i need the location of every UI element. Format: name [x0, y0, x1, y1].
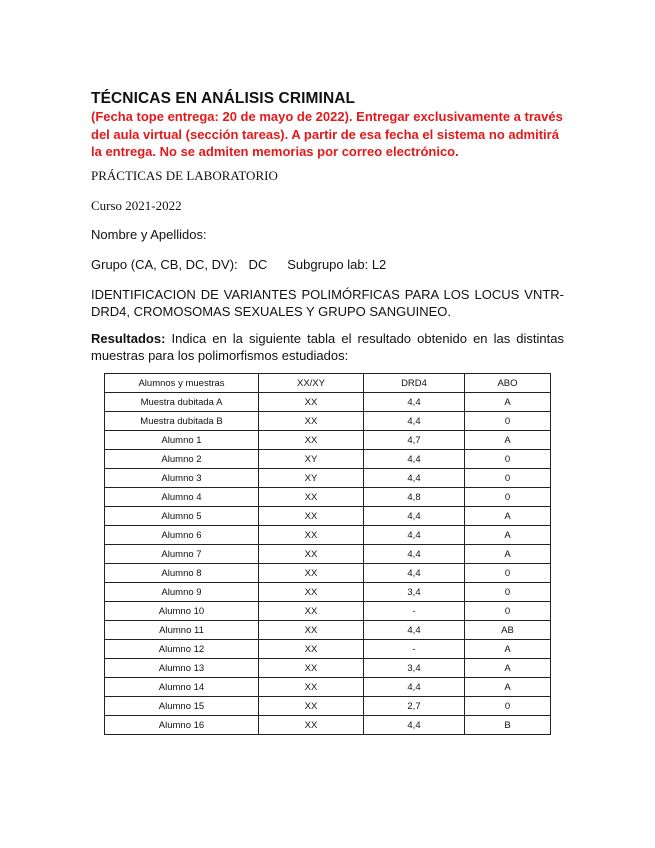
table-cell: Alumno 14 — [105, 678, 259, 697]
table-cell: 4,4 — [364, 678, 465, 697]
table-cell: - — [364, 602, 465, 621]
table-cell: 4,4 — [364, 450, 465, 469]
table-cell: 0 — [465, 469, 551, 488]
table-row — [105, 469, 551, 488]
table-cell: A — [465, 431, 551, 450]
table-cell: 4,4 — [364, 564, 465, 583]
table-row — [105, 678, 551, 697]
table-row — [105, 412, 551, 431]
table-cell: XX — [259, 412, 364, 431]
table-cell: XX — [259, 678, 364, 697]
table-cell: Alumno 4 — [105, 488, 259, 507]
table-cell: A — [465, 545, 551, 564]
table-cell: Muestra dubitada A — [105, 393, 259, 412]
table-cell: 2,7 — [364, 697, 465, 716]
table-cell: 4,4 — [364, 545, 465, 564]
table-cell: Alumno 6 — [105, 526, 259, 545]
practice-heading: IDENTIFICACION DE VARIANTES POLIMÓRFICAS PARA LOS LOCUS VNTR-DRD4, CROMOSOMAS SEXUALES Y GRUPO SANGUINEO. — [91, 287, 564, 319]
table-cell: A — [465, 678, 551, 697]
table-cell: 3,4 — [364, 583, 465, 602]
table-row — [105, 488, 551, 507]
results-paragraph — [91, 330, 564, 364]
table-cell: 4,7 — [364, 431, 465, 450]
table-cell: Alumno 10 — [105, 602, 259, 621]
table-cell: 0 — [465, 412, 551, 431]
table-cell: XX — [259, 507, 364, 526]
table-cell: Alumno 8 — [105, 564, 259, 583]
table-row — [105, 697, 551, 716]
table-row — [105, 450, 551, 469]
table-cell: XX — [259, 583, 364, 602]
table-cell: 0 — [465, 583, 551, 602]
header-cell: DRD4 — [364, 374, 465, 393]
table-row — [105, 659, 551, 678]
table-cell: AB — [465, 621, 551, 640]
table-cell: Alumno 16 — [105, 716, 259, 735]
results-text: Indica en la siguiente tabla el resultado obtenido en las distintas muestras para los polimorfismos estudiados: — [91, 331, 564, 363]
table-cell: XX — [259, 697, 364, 716]
table-cell: 4,4 — [364, 393, 465, 412]
table-cell: XX — [259, 716, 364, 735]
table-cell: Alumno 13 — [105, 659, 259, 678]
header-cell: XX/XY — [259, 374, 364, 393]
table-cell: 4,8 — [364, 488, 465, 507]
table-cell: Alumno 15 — [105, 697, 259, 716]
table-cell: - — [364, 640, 465, 659]
table-cell: 0 — [465, 564, 551, 583]
table-cell: 0 — [465, 488, 551, 507]
results-table — [104, 373, 551, 735]
table-cell: 4,4 — [364, 526, 465, 545]
table-header-row — [105, 374, 551, 393]
table-cell: XX — [259, 526, 364, 545]
table-cell: A — [465, 526, 551, 545]
table-row — [105, 602, 551, 621]
section-label: PRÁCTICAS DE LABORATORIO — [91, 168, 278, 183]
table-cell: XY — [259, 450, 364, 469]
table-cell: 0 — [465, 450, 551, 469]
table-cell: XX — [259, 640, 364, 659]
table-cell: Alumno 9 — [105, 583, 259, 602]
table-row — [105, 393, 551, 412]
table-cell: Alumno 7 — [105, 545, 259, 564]
table-cell: XX — [259, 431, 364, 450]
table-cell: 3,4 — [364, 659, 465, 678]
name-label: Nombre y Apellidos: — [91, 227, 207, 242]
table-row — [105, 507, 551, 526]
table-cell: Alumno 2 — [105, 450, 259, 469]
table-row — [105, 431, 551, 450]
table-cell: 0 — [465, 602, 551, 621]
table-cell: 4,4 — [364, 621, 465, 640]
table-cell: 0 — [465, 697, 551, 716]
results-label: Resultados: — [91, 331, 166, 346]
table-cell: 4,4 — [364, 412, 465, 431]
group-line — [91, 257, 386, 272]
deadline-note: (Fecha tope entrega: 20 de mayo de 2022). Entregar exclusivamente a través del aula virtual (sección tareas). A partir de esa fecha el sistema no admitirá la entrega. No se admiten memorias por correo electrónico. — [91, 109, 563, 159]
header-cell: Alumnos y muestras — [105, 374, 259, 393]
table-cell: A — [465, 640, 551, 659]
table-cell: 4,4 — [364, 507, 465, 526]
table-row — [105, 564, 551, 583]
table-cell: B — [465, 716, 551, 735]
group-text: Grupo (CA, CB, DC, DV): DC — [91, 257, 268, 272]
table-cell: Alumno 11 — [105, 621, 259, 640]
header-cell: ABO — [465, 374, 551, 393]
table-cell: Muestra dubitada B — [105, 412, 259, 431]
table-row — [105, 640, 551, 659]
table-cell: 4,4 — [364, 716, 465, 735]
table-cell: Alumno 12 — [105, 640, 259, 659]
table-cell: XX — [259, 602, 364, 621]
table-row — [105, 621, 551, 640]
table-cell: XX — [259, 393, 364, 412]
table-row — [105, 583, 551, 602]
subgroup-text: Subgrupo lab: L2 — [287, 257, 387, 272]
course-label: Curso 2021-2022 — [91, 198, 182, 213]
table-cell: XX — [259, 659, 364, 678]
table-cell: XX — [259, 545, 364, 564]
table-cell: XX — [259, 488, 364, 507]
table-cell: A — [465, 659, 551, 678]
table-cell: Alumno 1 — [105, 431, 259, 450]
table-cell: 4,4 — [364, 469, 465, 488]
table-body — [105, 393, 551, 735]
table-cell: A — [465, 507, 551, 526]
table-cell: XY — [259, 469, 364, 488]
table-cell: XX — [259, 564, 364, 583]
table-row — [105, 545, 551, 564]
table-cell: XX — [259, 621, 364, 640]
table-cell: Alumno 5 — [105, 507, 259, 526]
table-cell: A — [465, 393, 551, 412]
document-title: TÉCNICAS EN ANÁLISIS CRIMINAL — [91, 90, 356, 107]
table-row — [105, 716, 551, 735]
table-cell: Alumno 3 — [105, 469, 259, 488]
table-row — [105, 526, 551, 545]
